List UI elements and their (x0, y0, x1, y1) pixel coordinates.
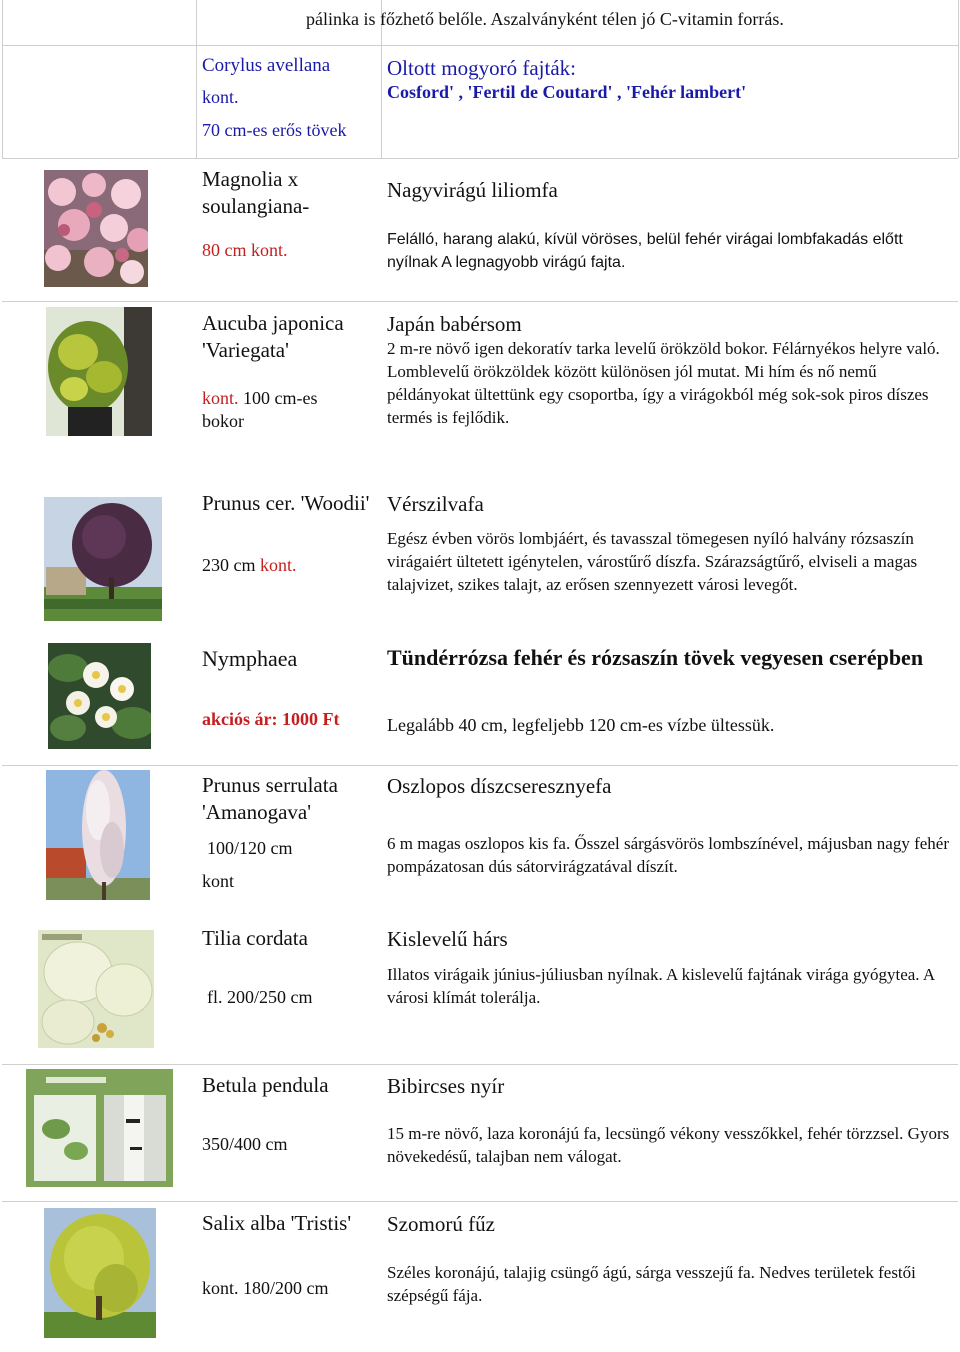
row5-name: Nymphaea (202, 646, 298, 671)
row4-kont: kont. (260, 555, 297, 575)
row1-title: Oltott mogyoró fajták: (387, 56, 576, 80)
row0-desc: pálinka is főzhető belőle. Aszalványként télen jó C-vitamin forrás. (306, 9, 784, 29)
row4-desc: Egész évben vörös lombjáért, és tavasszal tömegesen nyíló halvány rózsaszín virágaiért ültetett igénytelen, várostűrő díszfa. Szárazságtűrő, elviseli a magas talajvizet, szikes talajt, az erősen szennyezett városi levegőt. (387, 529, 918, 594)
row3-size: 100 cm-es bokor (202, 388, 318, 431)
row4-sub (202, 554, 380, 577)
nymphaea-photo (48, 643, 151, 749)
row6-name: Prunus serrulata 'Amanogava' (202, 773, 338, 824)
row1-name: Corylus avellana (202, 55, 331, 76)
prunus-amanogava-photo (46, 770, 150, 900)
tilia-photo (38, 930, 154, 1048)
row2-title: Nagyvirágú liliomfa (387, 178, 558, 202)
row3-kont: kont. (202, 388, 239, 408)
row3-sub (202, 387, 342, 433)
row1-sub1: kont. (202, 87, 239, 107)
row3-title: Japán babérsom (387, 312, 522, 336)
row7-sub: fl. 200/250 cm (207, 987, 313, 1007)
row1-sub2: 70 cm-es erős tövek (202, 120, 347, 140)
row6-sub1: 100/120 cm (207, 838, 293, 858)
row1-desc: Cosford' , 'Fertil de Coutard' , 'Fehér lambert' (387, 82, 747, 102)
row7-title: Kislevelű hárs (387, 927, 508, 951)
row7-name: Tilia cordata (202, 926, 308, 950)
row8-sub: 350/400 cm (202, 1134, 288, 1154)
row4-name: Prunus cer. 'Woodii' (202, 491, 370, 515)
row8-title: Bibircses nyír (387, 1074, 505, 1098)
betula-photo (26, 1069, 173, 1187)
row9-sub: kont. 180/200 cm (202, 1278, 329, 1298)
row2-name: Magnolia x soulangiana- (202, 167, 310, 218)
row4-size: 230 cm (202, 555, 256, 575)
row9-name: Salix alba 'Tristis' (202, 1211, 352, 1235)
salix-photo (44, 1208, 156, 1338)
row4-title: Vérszilvafa (387, 492, 484, 516)
row5-sub: akciós ár: 1000 Ft (202, 709, 340, 729)
row9-desc: Széles koronájú, talajig csüngő ágú, sárga vesszejű fa. Nedves területek festői szépségű fája. (387, 1263, 916, 1305)
row9-title: Szomorú fűz (387, 1212, 495, 1236)
row2-desc: Felálló, harang alakú, kívül vöröses, belül fehér virágai lombfakadás előtt nyílnak A legnagyobb virágú fajta. (387, 231, 903, 271)
row5-title: Tündérrózsa fehér és rózsaszín tövek vegyesen cserépben (387, 645, 924, 670)
row8-desc: 15 m-re növő, laza koronájú fa, lecsüngő vékony vesszőkkel, fehér törzzsel. Gyors növekedésű, talajban nem válogat. (387, 1124, 950, 1166)
row6-sub2: kont (202, 871, 235, 891)
aucuba-photo (46, 307, 152, 436)
row6-title: Oszlopos díszcseresznyefa (387, 774, 612, 798)
row3-desc: 2 m-re növő igen dekoratív tarka levelű örökzöld bokor. Félárnyékos helyre való. Lomblevelű örökzöldek között különösen jól mutat. Mi hím és nő nemű példányokat ültettünk egy csoportba, így a virágokból még sok-sok piros díszes termés is fejlődik. (387, 339, 940, 427)
row2-sub: 80 cm kont. (202, 240, 288, 260)
row8-name: Betula pendula (202, 1073, 329, 1097)
row6-desc: 6 m magas oszlopos kis fa. Ősszel sárgásvörös lombszínével, májusban nagy fehér pompázatosan dús sátorvirágzatával díszít. (387, 834, 949, 876)
prunus-woodii-photo (44, 497, 162, 621)
row5-desc: Legalább 40 cm, legfeljebb 120 cm-es vízbe ültessük. (387, 715, 775, 735)
magnolia-photo (44, 170, 148, 287)
row7-desc: Illatos virágaik június-júliusban nyílnak. A kislevelű fajtának virága gyógytea. A városi klímát tolerálja. (387, 965, 935, 1007)
row3-name: Aucuba japonica 'Variegata' (202, 311, 344, 362)
